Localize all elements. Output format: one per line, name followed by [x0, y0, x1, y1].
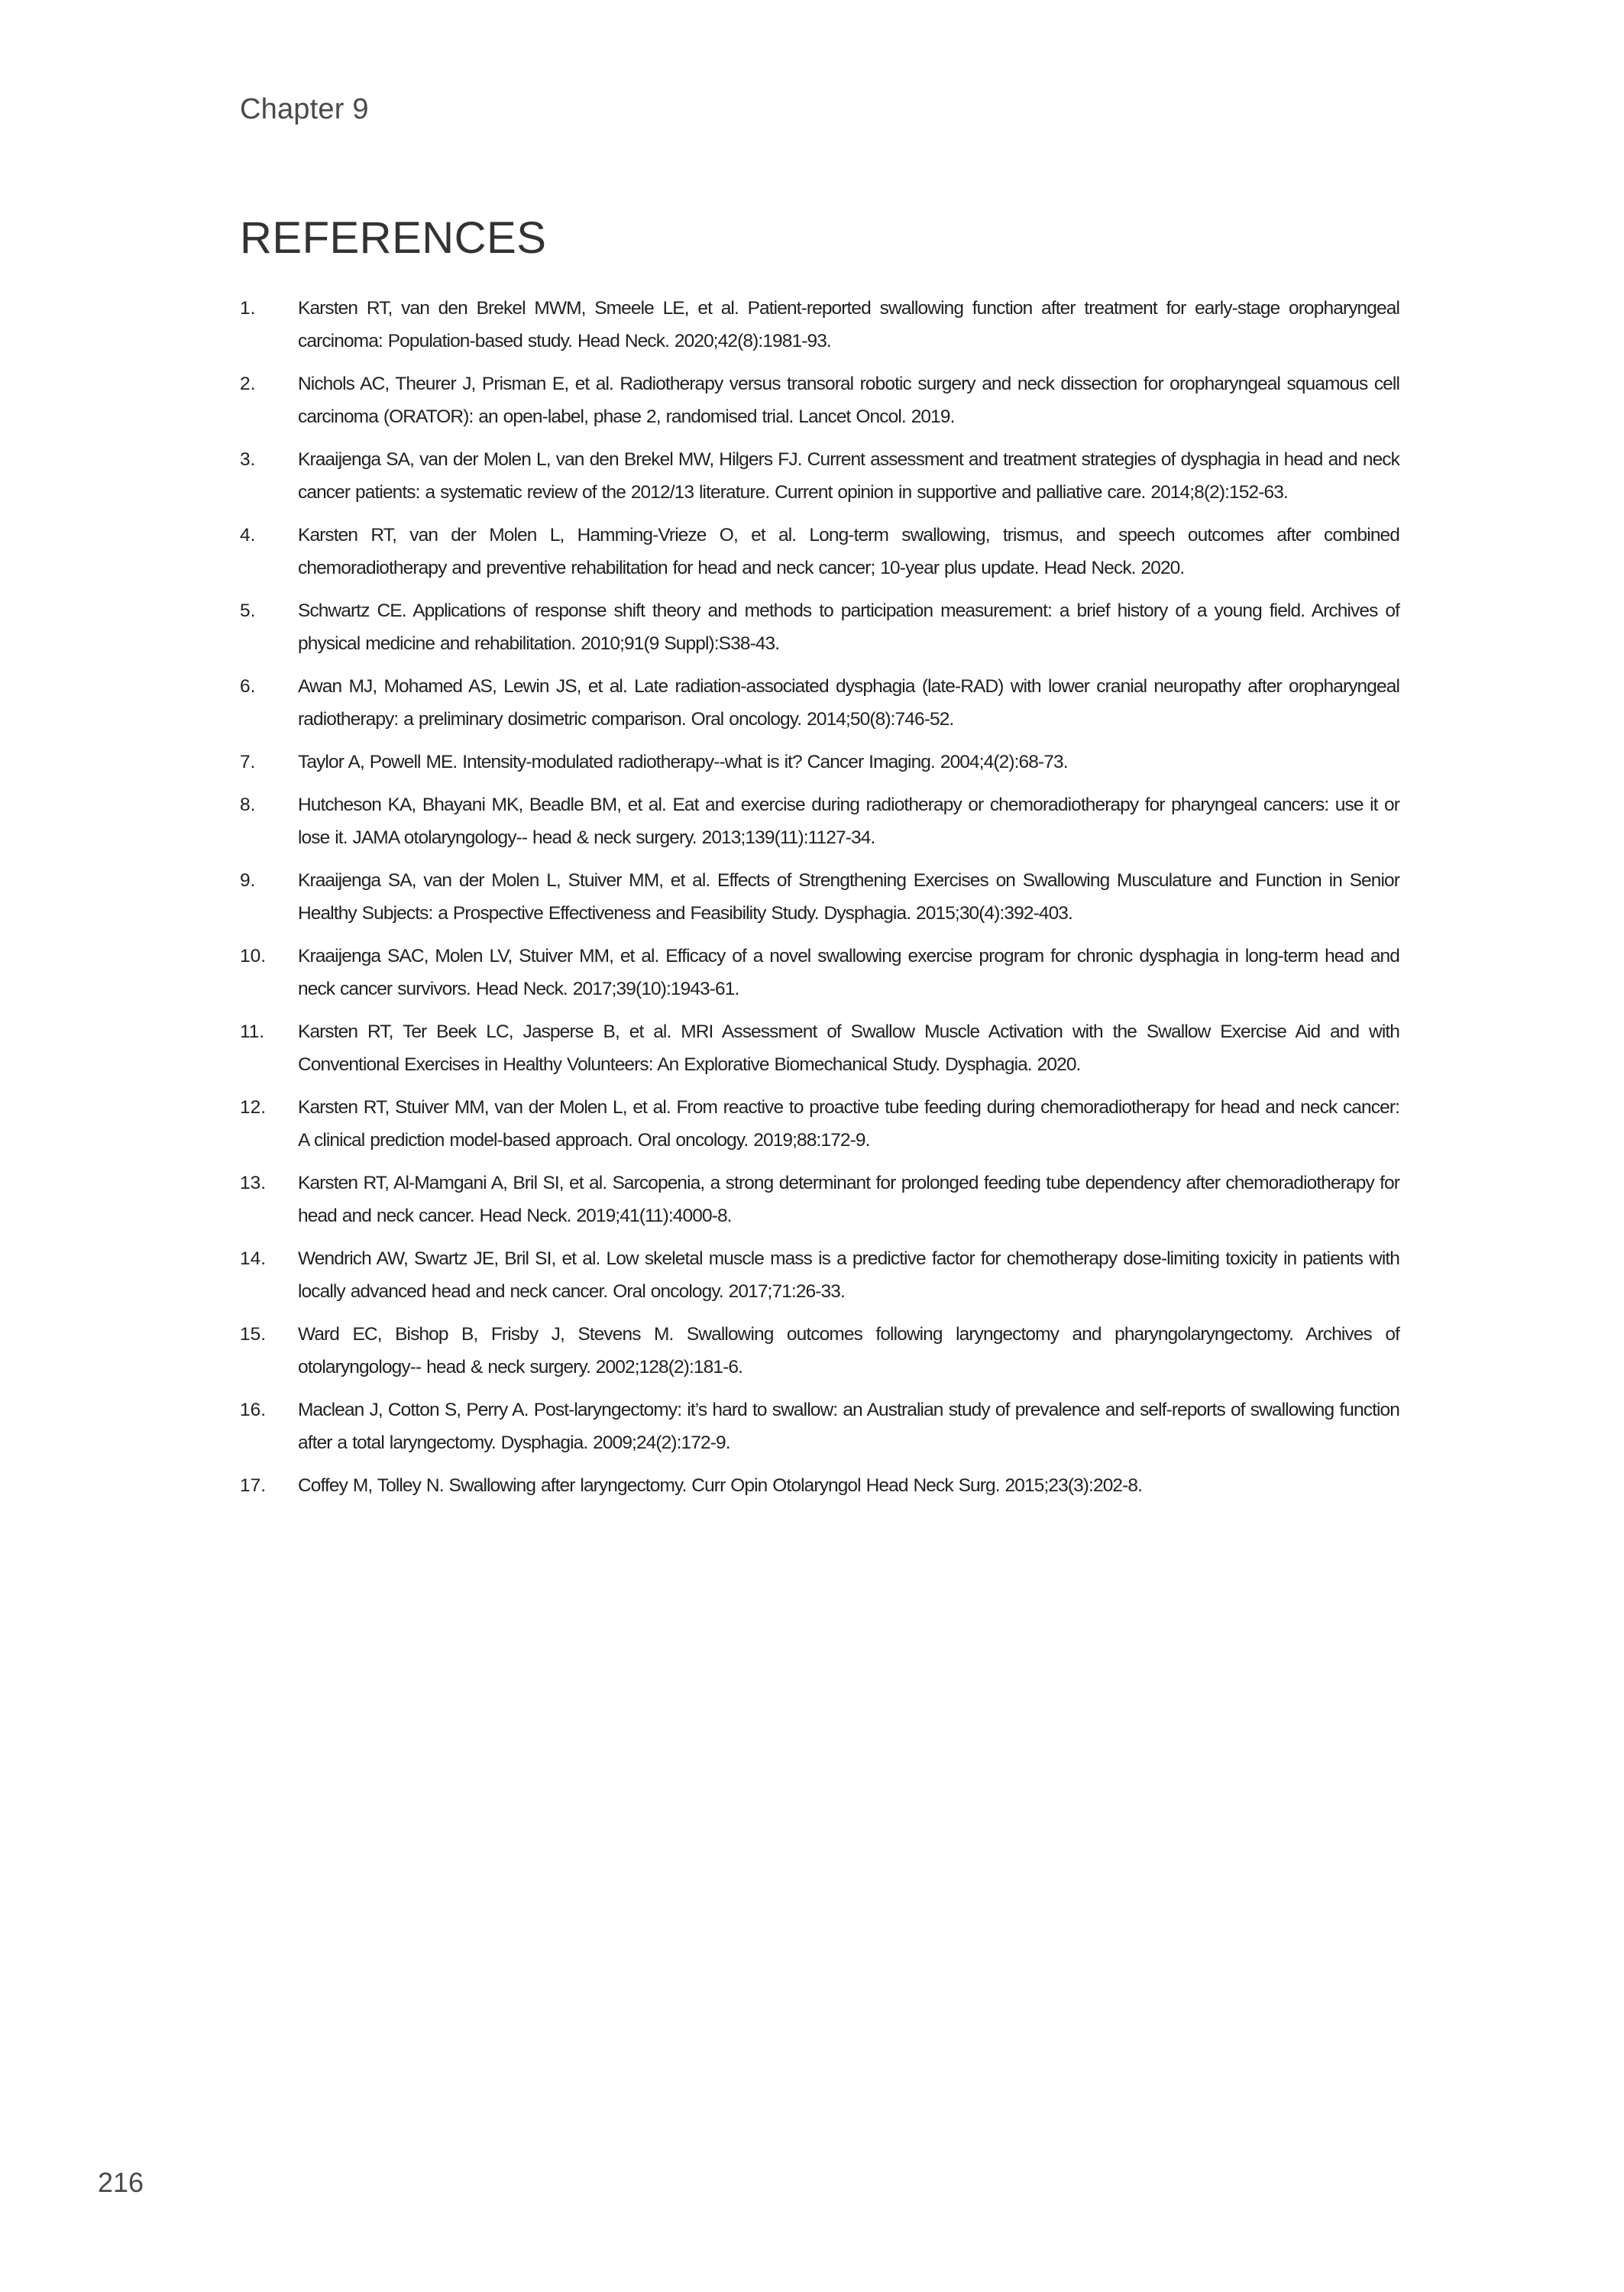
- section-title: REFERENCES: [240, 213, 547, 263]
- reference-item: [240, 864, 1399, 930]
- reference-number: 6.: [240, 676, 256, 697]
- reference-number: 8.: [240, 795, 256, 815]
- reference-item: [240, 1015, 1399, 1081]
- reference-number: 3.: [240, 449, 256, 470]
- reference-text: Hutcheson KA, Bhayani MK, Beadle BM, et al. Eat and exercise during radiotherapy or chemoradiotherapy for pharyngeal cancers: use it or lose it. JAMA otolaryngology-- head & neck surgery. 2013;139(11):1127-34.: [298, 795, 1399, 848]
- reference-number: 15.: [240, 1324, 267, 1345]
- reference-number: 13.: [240, 1173, 267, 1193]
- reference-item: [240, 292, 1399, 358]
- reference-item: [240, 940, 1399, 1005]
- reference-text: Karsten RT, van den Brekel MWM, Smeele LE, et al. Patient-reported swallowing function after treatment for early-stage oropharyngeal carcinoma: Population-based study. Head Neck. 2020;42(8):1981-93.: [298, 298, 1399, 351]
- reference-number: 4.: [240, 525, 256, 545]
- reference-number: 10.: [240, 946, 267, 966]
- reference-item: [240, 1318, 1399, 1384]
- reference-text: Awan MJ, Mohamed AS, Lewin JS, et al. Late radiation-associated dysphagia (late-RAD) with lower cranial neuropathy after oropharyngeal radiotherapy: a preliminary dosimetric comparison. Oral oncology. 2014;50(8):746-52.: [298, 676, 1399, 730]
- reference-item: [240, 1091, 1399, 1157]
- reference-number: 5.: [240, 601, 256, 621]
- reference-number: 11.: [240, 1021, 265, 1042]
- reference-item: [240, 1394, 1399, 1459]
- reference-text: Karsten RT, Stuiver MM, van der Molen L, et al. From reactive to proactive tube feeding during chemoradiotherapy for head and neck cancer: A clinical prediction model-based approach. Oral oncology. 2019;88:172-9.: [298, 1097, 1399, 1151]
- reference-item: [240, 746, 1399, 779]
- reference-item: [240, 443, 1399, 509]
- page-number: 216: [98, 2167, 144, 2198]
- reference-number: 17.: [240, 1475, 267, 1496]
- reference-number: 7.: [240, 752, 256, 772]
- reference-text: Schwartz CE. Applications of response shift theory and methods to participation measurement: a brief history of a young field. Archives of physical medicine and rehabilitation. 2010;91(9 Suppl):S38-43.: [298, 601, 1399, 654]
- running-head: Chapter 9: [240, 93, 369, 125]
- reference-text: Ward EC, Bishop B, Frisby J, Stevens M. Swallowing outcomes following laryngectomy and pharyngolaryngectomy. Archives of otolaryngology-- head & neck surgery. 2002;128(2):181-6.: [298, 1324, 1399, 1377]
- reference-text: Karsten RT, Ter Beek LC, Jasperse B, et al. MRI Assessment of Swallow Muscle Activation with the Swallow Exercise Aid and with Conventional Exercises in Healthy Volunteers: An Explorative Biomechanical Study. Dysphagia. 2020.: [298, 1021, 1399, 1075]
- reference-item: [240, 1167, 1399, 1232]
- reference-item: [240, 519, 1399, 584]
- reference-number: 9.: [240, 870, 256, 891]
- reference-item: [240, 1469, 1399, 1502]
- reference-number: 14.: [240, 1248, 267, 1269]
- reference-item: [240, 670, 1399, 736]
- reference-item: [240, 1242, 1399, 1308]
- reference-number: 1.: [240, 298, 256, 319]
- reference-item: [240, 594, 1399, 660]
- reference-number: 12.: [240, 1097, 267, 1118]
- reference-number: 16.: [240, 1400, 267, 1420]
- reference-item: [240, 788, 1399, 854]
- reference-text: Kraaijenga SAC, Molen LV, Stuiver MM, et al. Efficacy of a novel swallowing exercise program for chronic dysphagia in long-term head and neck cancer survivors. Head Neck. 2017;39(10):1943-61.: [298, 946, 1399, 999]
- reference-text: Kraaijenga SA, van der Molen L, Stuiver MM, et al. Effects of Strengthening Exercises on Swallowing Musculature and Function in Senior Healthy Subjects: a Prospective Effectiveness and Feasibility Study. Dysphagia. 2015;30(4):392-403.: [298, 870, 1399, 924]
- reference-text: Karsten RT, Al-Mamgani A, Bril SI, et al. Sarcopenia, a strong determinant for prolonged feeding tube dependency after chemoradiotherapy for head and neck cancer. Head Neck. 2019;41(11):4000-8.: [298, 1173, 1399, 1226]
- reference-item: [240, 367, 1399, 433]
- reference-text: Karsten RT, van der Molen L, Hamming-Vrieze O, et al. Long-term swallowing, trismus, and speech outcomes after combined chemoradiotherapy and preventive rehabilitation for head and neck cancer; 10-year plus update. Head Neck. 2020.: [298, 525, 1399, 578]
- reference-text: Coffey M, Tolley N. Swallowing after laryngectomy. Curr Opin Otolaryngol Head Neck Surg. 2015;23(3):202-8.: [298, 1475, 1143, 1496]
- reference-text: Kraaijenga SA, van der Molen L, van den Brekel MW, Hilgers FJ. Current assessment and treatment strategies of dysphagia in head and neck cancer patients: a systematic review of the 2012/13 literature. Current opinion in supportive and palliative care. 2014;8(2):152-63.: [298, 449, 1399, 503]
- reference-text: Taylor A, Powell ME. Intensity-modulated radiotherapy--what is it? Cancer Imaging. 2004;4(2):68-73.: [298, 752, 1068, 772]
- reference-text: Nichols AC, Theurer J, Prisman E, et al. Radiotherapy versus transoral robotic surgery and neck dissection for oropharyngeal squamous cell carcinoma (ORATOR): an open-label, phase 2, randomised trial. Lancet Oncol. 2019.: [298, 374, 1399, 427]
- reference-text: Maclean J, Cotton S, Perry A. Post-laryngectomy: it’s hard to swallow: an Australian study of prevalence and self-reports of swallowing function after a total laryngectomy. Dysphagia. 2009;24(2):172-9.: [298, 1400, 1399, 1453]
- reference-number: 2.: [240, 374, 256, 394]
- reference-list: [240, 292, 1399, 1512]
- reference-text: Wendrich AW, Swartz JE, Bril SI, et al. Low skeletal muscle mass is a predictive factor for chemotherapy dose-limiting toxicity in patients with locally advanced head and neck cancer. Oral oncology. 2017;71:26-33.: [298, 1248, 1399, 1302]
